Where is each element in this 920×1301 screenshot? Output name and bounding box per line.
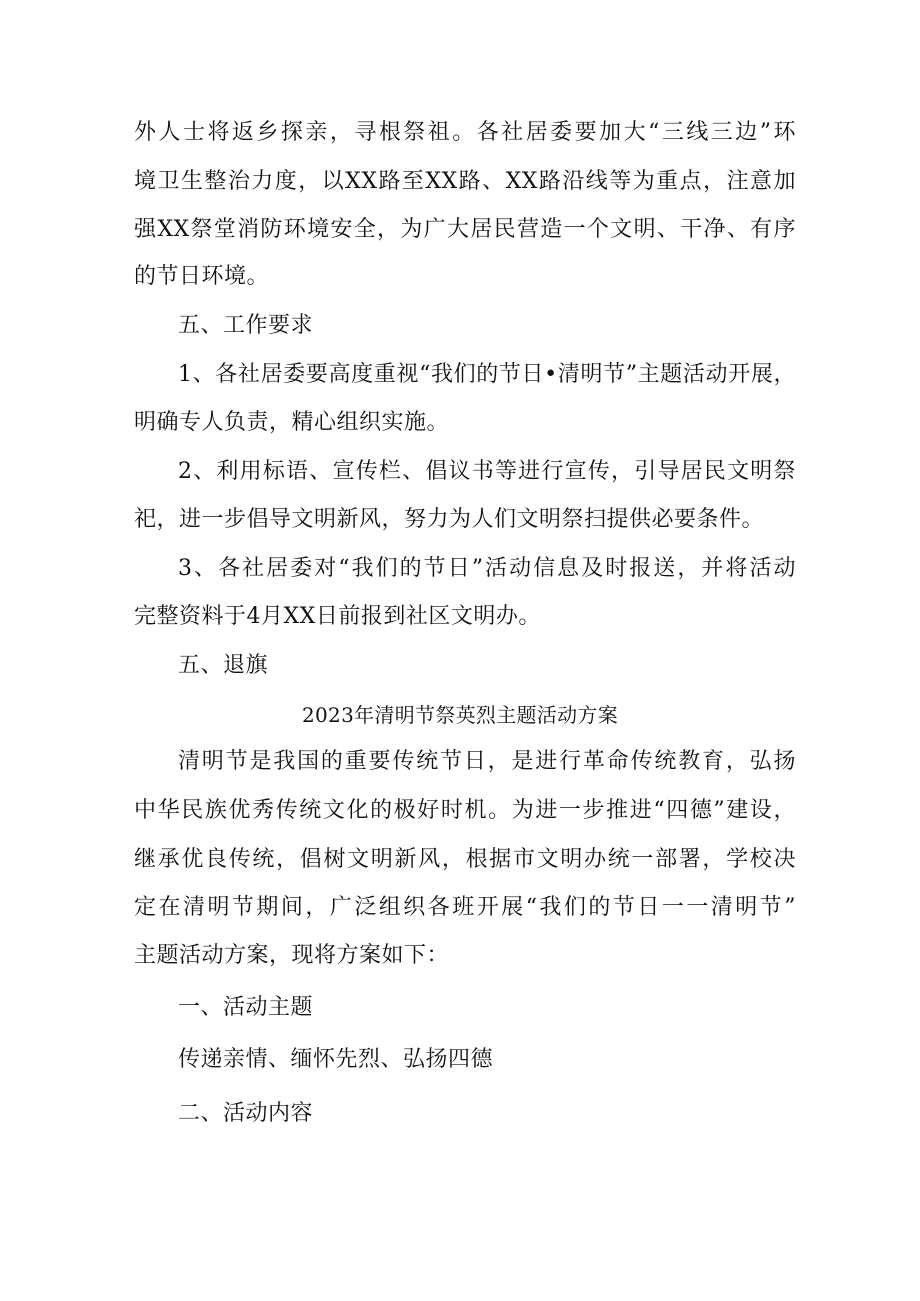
paragraph-line: 主题活动方案，现将方案如下： <box>134 943 450 968</box>
section-heading: 二、活动内容 <box>178 1101 314 1126</box>
paragraph-line: 的节日环境。 <box>134 264 270 289</box>
requirement-line: 1、各社居委要高度重视“我们的节日•清明节”主题活动开展， <box>178 362 796 387</box>
paragraph-line: 清明节是我国的重要传统节日，是进行革命传统教育，弘扬 <box>178 749 796 774</box>
requirement-line: 2、利用标语、宣传栏、倡议书等进行宣传，引导居民文明祭 <box>178 459 796 484</box>
paragraph-line: 继承优良传统，倡树文明新风，根据市文明办统一部署，学校决 <box>134 847 796 872</box>
section-heading: 五、工作要求 <box>178 313 314 338</box>
paragraph-line: 强XX祭堂消防环境安全，为广大居民营造一个文明、干净、有序 <box>134 217 796 242</box>
document-title: 2023年清明节祭英烈主题活动方案 <box>302 703 618 727</box>
requirement-line: 3、各社居委对“我们的节日”活动信息及时报送，并将活动 <box>178 556 796 581</box>
paragraph-line: 中华民族优秀传统文化的极好时机。为进一步推进“四德”建设， <box>134 798 796 823</box>
paragraph-line: 外人士将返乡探亲，寻根祭祖。各社居委要加大“三线三边”环 <box>134 120 796 145</box>
requirement-line: 完整资料于4月XX日前报到社区文明办。 <box>134 604 541 629</box>
section-heading: 五、退旗 <box>178 653 269 678</box>
section-heading: 一、活动主题 <box>178 995 314 1020</box>
theme-text: 传递亲情、缅怀先烈、弘扬四德 <box>178 1047 494 1072</box>
paragraph-line: 定在清明节期间，广泛组织各班开展“我们的节日一一清明节” <box>134 895 796 920</box>
requirement-line: 明确专人负责，精心组织实施。 <box>134 410 450 435</box>
requirement-line: 祀，进一步倡导文明新风，努力为人们文明祭扫提供必要条件。 <box>134 507 765 532</box>
paragraph-line: 境卫生整治力度，以XX路至XX路、XX路沿线等为重点，注意加 <box>134 169 796 194</box>
